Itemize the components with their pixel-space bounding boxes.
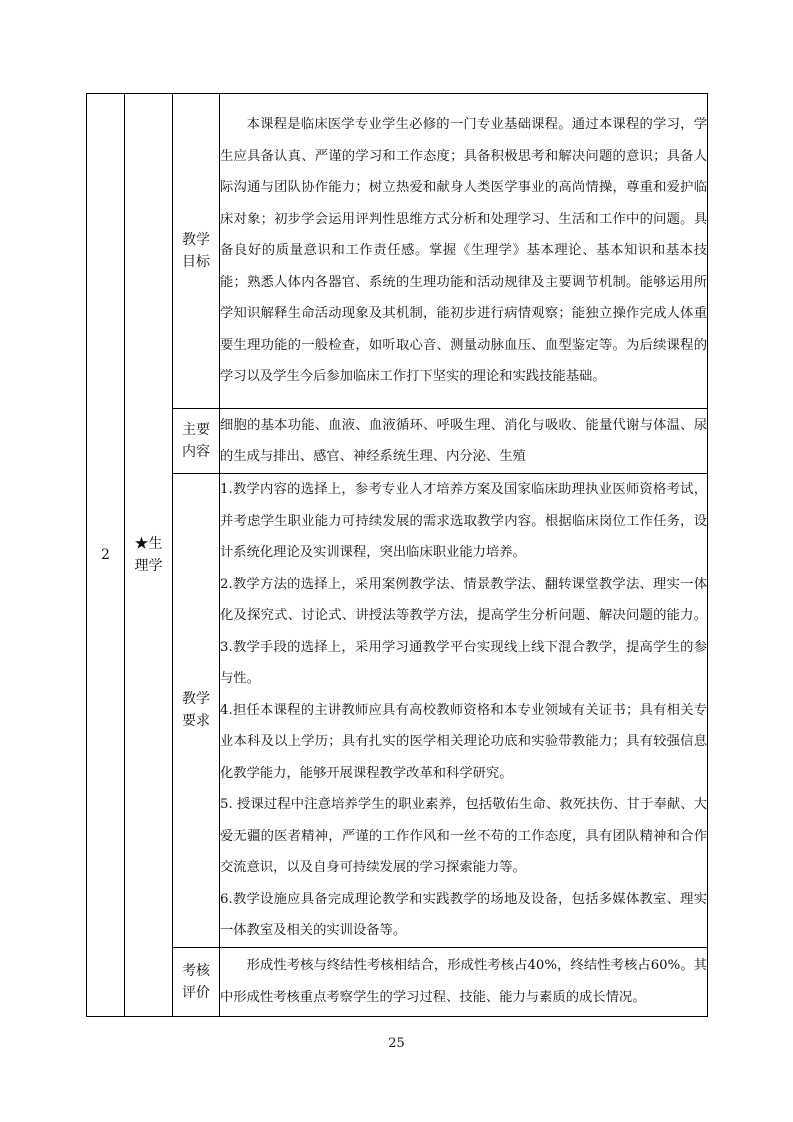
- main-content-cell: [220, 409, 708, 474]
- requirement-item-2: 2.教学方法的选择上，采用案例教学法、情景教学法、翻转课堂教学法、理实一体化及探究式、讨论式、讲授法等教学方法，提高学生分析问题、解决问题的能力。3.教学手段的选择上，采用学习通教学平台实现线上线下混合教学，提高学生的参与性。: [220, 576, 707, 686]
- goal-label-line1: 教学: [182, 232, 210, 248]
- requirement-item-3: 4.担任本课程的主讲教师应具有高校教师资格和本专业领域有关证书；具有相关专业本科及以上学历；具有扎实的医学相关理论功底和实验带教能力；具有较强信息化教学能力，能够开展课程教学改革和科学研究。: [220, 702, 707, 781]
- course-name-line1: ★生: [134, 535, 163, 552]
- requirements-label: [173, 474, 220, 948]
- evaluation-cell: [220, 947, 708, 1016]
- evaluation-text: 形成性考核与终结性考核相结合，形成性考核占40%，终结性考核占60%。其中形成性考核重点考察学生的学习过程、技能、能力与素质的成长情况。: [220, 958, 707, 1005]
- requirement-item-5: 6.教学设施应具备完成理论教学和实践教学的场地及设备，包括多媒体教室、理实一体教室及相关的实训设备等。: [220, 891, 707, 938]
- goal-label-line2: 目标: [182, 254, 210, 270]
- main-label-line2: 内容: [182, 444, 210, 460]
- main-content-label: [173, 409, 220, 474]
- course-name-line2: 理学: [134, 557, 163, 574]
- evaluation-label-line1: 考核: [182, 962, 210, 979]
- evaluation-label: [173, 947, 220, 1016]
- evaluation-label-line2: 评价: [182, 984, 210, 1001]
- requirement-item-1: 1.教学内容的选择上，参考专业人才培养方案及国家临床助理执业医师资格考试，并考虑学生职业能力可持续发展的需求选取教学内容。根据临床岗位工作任务，设计系统化理论及实训课程，突出临床职业能力培养。: [220, 482, 707, 560]
- goal-label: [173, 94, 220, 409]
- course-name: [125, 94, 173, 1017]
- course-table: [86, 93, 708, 1017]
- main-label-line1: 主要: [182, 422, 210, 438]
- page-number: 25: [388, 1036, 405, 1051]
- requirements-cell: [220, 474, 708, 948]
- course-number: 2: [87, 94, 125, 1017]
- goal-cell: [220, 94, 708, 409]
- requirements-label-line1: 教学: [182, 691, 210, 708]
- requirement-item-4: 5. 授课过程中注意培养学生的职业素养，包括敬佑生命、救死扶伤、甘于奉献、大爱无疆的医者精神，严谨的工作作风和一丝不苟的工作态度，具有团队精神和合作交流意识，以及自身可持续发展的学习探索能力等。: [220, 797, 707, 875]
- requirements-label-line2: 要求: [182, 713, 210, 730]
- main-content-text: 细胞的基本功能、血液、血液循环、呼吸生理、消化与吸收、能量代谢与体温、尿的生成与排出、感官、神经系统生理、内分泌、生殖: [220, 417, 707, 464]
- goal-text: 本课程是临床医学专业学生必修的一门专业基础课程。通过本课程的学习，学生应具备认真、严谨的学习和工作态度；具备积极思考和解决问题的意识；具备人际沟通与团队协作能力；树立热爱和献身人类医学事业的高尚情操，尊重和爱护临床对象；初步学会运用评判性思维方式分析和处理学习、生活和工作中的问题。具备良好的质量意识和工作责任感。掌握《生理学》基本理论、基本知识和基本技能；熟悉人体内各器官、系统的生理功能和活动规律及主要调节机制。能够运用所学知识解释生命活动现象及其机制，能初步进行病情观察；能独立操作完成人体重要生理功能的一般检查，如听取心音、测量动脉血压、血型鉴定等。为后续课程的学习以及学生今后参加临床工作打下坚实的理论和实践技能基础。: [220, 117, 707, 385]
